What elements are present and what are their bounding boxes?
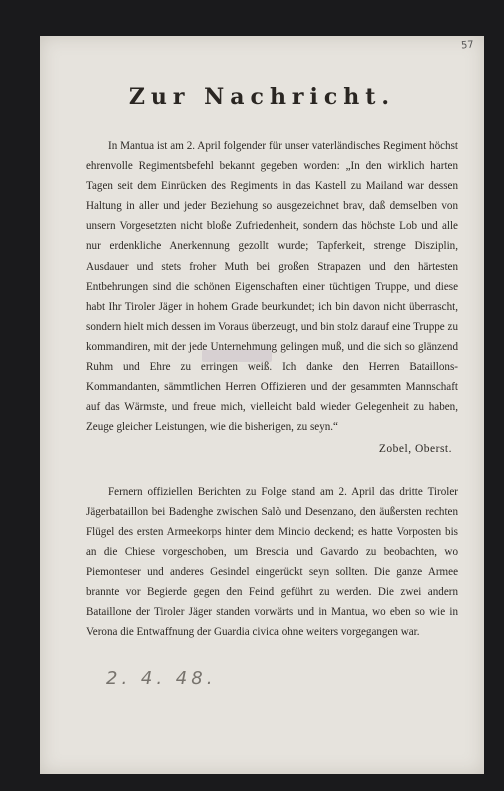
archive-number: 57	[460, 39, 475, 52]
document-sheet	[40, 36, 484, 774]
page-title: Zur Nachricht.	[128, 84, 396, 110]
paragraph-report: Fernern offiziellen Berichten zu Folge stand am 2. April das dritte Tiroler Jägerbataillon bei Badenghe zwischen Salò und Desenzano, den äußersten rechten Flügel des ersten Armeekorps hinter dem Mincio deckend; es hatte Vorposten bis an die Chiese vorgeschoben, um Brescia und Gavardo zu beobachten, wo Piemonteser und anderes Gesindel eingerückt seyn sollten. Die ganze Armee brannte vor Begierde gegen den Feind geführt zu werden. Die zwei andern Bataillone der Tiroler Jäger standen vorwärts und in Mantua, wo eben so wie in Verona die Entwaffnung der Guardia civica ohne weiters vorgegangen war.	[86, 485, 458, 639]
paragraph-gap	[86, 460, 458, 482]
paragraph-order: In Mantua ist am 2. April folgender für unser vaterländisches Regiment höchst ehrenvolle Regimentsbefehl bekannt gegeben worden: „In den wirklich harten Tagen seit dem Einrücken des Regiments in das Kastell zu Mailand war dessen Haltung in aller und jeder Beziehung so ausgezeichnet brav, daß demselben von unsern Vorgesetzten nicht bloße Zufriedenheit, sondern das höchste Lob und alle nur erdenkliche Anerkennung gezollt wurde; Tapferkeit, strenge Disziplin, Ausdauer und stets froher Muth bei großen Strapazen und den härtesten Entbehrungen sind die schönen Eigenschaften einer tüchtigen Truppe, und diese habt Ihr Tiroler Jäger in hohem Grade beurkundet; ich bin davon nicht überrascht, sondern hielt mich dessen im Voraus überzeugt, und bin stolz darauf eine Truppe zu kommandiren, mit der jede Unternehmung gelingen muß, und die sich so glänzend Ruhm und Ehre zu erringen weiß. Ich danke den Herren Bataillons-Kommandanten, sämmtlichen Herren Offizieren und der gesammten Mannschaft auf das Wärmste, und freue mich, vielleicht bald wieder Gelegenheit zu haben, Zeuge gleicher Leistungen, wie die bisherigen, zu seyn.“	[86, 140, 458, 434]
signature: Zobel, Oberst.	[378, 443, 452, 456]
handwritten-date: 2. 4. 48.	[106, 668, 217, 689]
document-body	[86, 136, 458, 642]
